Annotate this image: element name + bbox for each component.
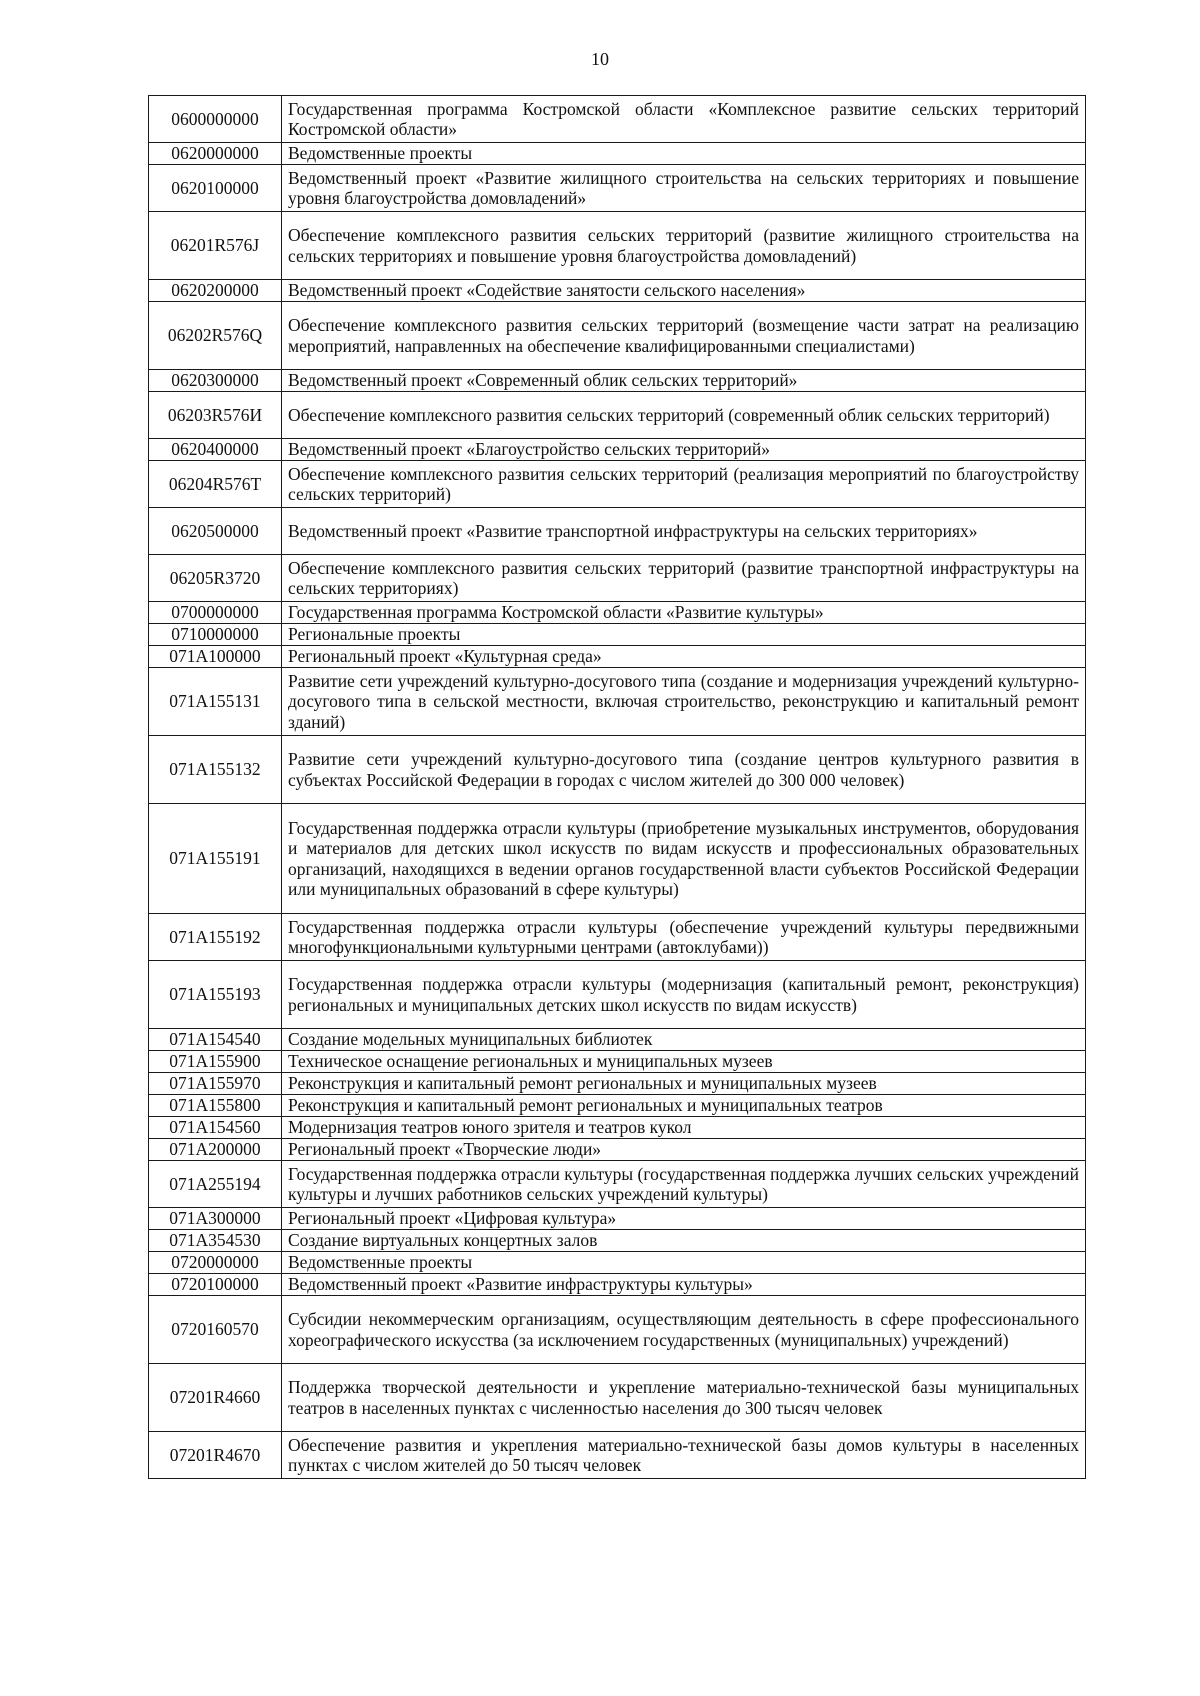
row-code: 0720100000 xyxy=(149,1274,282,1296)
row-description: Реконструкция и капитальный ремонт региональных и муниципальных театров xyxy=(282,1095,1086,1117)
table-row xyxy=(149,392,1086,439)
row-description: Модернизация театров юного зрителя и театров кукол xyxy=(282,1117,1086,1139)
table-row xyxy=(149,370,1086,392)
row-description: Региональный проект «Цифровая культура» xyxy=(282,1208,1086,1230)
row-description: Обеспечение комплексного развития сельских территорий (реализация мероприятий по благоустройству сельских территорий) xyxy=(282,461,1086,508)
row-description: Региональные проекты xyxy=(282,624,1086,646)
table-row xyxy=(149,1274,1086,1296)
table-row xyxy=(149,1208,1086,1230)
table-row xyxy=(149,646,1086,668)
table-row xyxy=(149,1117,1086,1139)
row-description: Государственная поддержка отрасли культуры (государственная поддержка лучших сельских учреждений культуры и лучших работников сельских учреждений культуры) xyxy=(282,1161,1086,1208)
table-row xyxy=(149,143,1086,165)
table-row xyxy=(149,736,1086,804)
row-code: 0700000000 xyxy=(149,602,282,624)
row-code: 071A354530 xyxy=(149,1230,282,1252)
row-code: 07201R4660 xyxy=(149,1364,282,1432)
row-description: Ведомственный проект «Содействие занятости сельского населения» xyxy=(282,280,1086,302)
row-code: 071A155131 xyxy=(149,668,282,736)
table-row xyxy=(149,961,1086,1029)
row-description: Государственная программа Костромской области «Комплексное развитие сельских территорий Костромской области» xyxy=(282,96,1086,143)
row-description: Региональный проект «Культурная среда» xyxy=(282,646,1086,668)
row-description: Ведомственный проект «Развитие транспортной инфраструктуры на сельских территориях» xyxy=(282,508,1086,555)
table-row xyxy=(149,1139,1086,1161)
table-row xyxy=(149,96,1086,143)
row-code: 0710000000 xyxy=(149,624,282,646)
row-description: Обеспечение комплексного развития сельских территорий (развитие транспортной инфраструктуры на сельских территориях) xyxy=(282,555,1086,602)
row-code: 071A200000 xyxy=(149,1139,282,1161)
row-code: 06201R576J xyxy=(149,212,282,280)
row-code: 071A100000 xyxy=(149,646,282,668)
row-description: Обеспечение комплексного развития сельских территорий (современный облик сельских территорий) xyxy=(282,392,1086,439)
table-row xyxy=(149,668,1086,736)
row-code: 071A155900 xyxy=(149,1051,282,1073)
row-description: Создание модельных муниципальных библиотек xyxy=(282,1029,1086,1051)
row-description: Обеспечение комплексного развития сельских территорий (развитие жилищного строительства на сельских территориях и повышение уровня благоустройства домовладений) xyxy=(282,212,1086,280)
row-description: Региональный проект «Творческие люди» xyxy=(282,1139,1086,1161)
table-row xyxy=(149,1095,1086,1117)
table-row xyxy=(149,1029,1086,1051)
row-description: Ведомственный проект «Развитие жилищного строительства на сельских территориях и повышение уровня благоустройства домовладений» xyxy=(282,165,1086,212)
row-description: Развитие сети учреждений культурно-досугового типа (создание центров культурного развития в субъектах Российской Федерации в городах с числом жителей до 300 000 человек) xyxy=(282,736,1086,804)
table-row xyxy=(149,804,1086,914)
table-row xyxy=(149,1073,1086,1095)
table-row xyxy=(149,212,1086,280)
row-description: Государственная поддержка отрасли культуры (модернизация (капитальный ремонт, реконструкция) региональных и муниципальных детских школ искусств по видам искусств) xyxy=(282,961,1086,1029)
row-description: Техническое оснащение региональных и муниципальных музеев xyxy=(282,1051,1086,1073)
table-body xyxy=(149,96,1086,1479)
row-code: 0620000000 xyxy=(149,143,282,165)
row-description: Ведомственные проекты xyxy=(282,143,1086,165)
table-row xyxy=(149,1161,1086,1208)
row-code: 06202R576Q xyxy=(149,302,282,370)
table-row xyxy=(149,165,1086,212)
row-code: 06203R576И xyxy=(149,392,282,439)
row-description: Реконструкция и капитальный ремонт региональных и муниципальных музеев xyxy=(282,1073,1086,1095)
row-description: Государственная поддержка отрасли культуры (приобретение музыкальных инструментов, оборудования и материалов для детских школ искусств по видам искусств и профессиональных образовательных организаций, находящихся в ведении органов государственной власти субъектов Российской Федерации или муниципальных образований в сфере культуры) xyxy=(282,804,1086,914)
row-description: Ведомственный проект «Благоустройство сельских территорий» xyxy=(282,439,1086,461)
row-code: 071A155193 xyxy=(149,961,282,1029)
row-code: 0620500000 xyxy=(149,508,282,555)
table-row xyxy=(149,280,1086,302)
table-row xyxy=(149,602,1086,624)
row-code: 071A154560 xyxy=(149,1117,282,1139)
row-description: Государственная поддержка отрасли культуры (обеспечение учреждений культуры передвижными многофункциональными культурными центрами (автоклубами)) xyxy=(282,914,1086,961)
row-code: 07201R4670 xyxy=(149,1432,282,1479)
row-code: 0620100000 xyxy=(149,165,282,212)
row-code: 071A154540 xyxy=(149,1029,282,1051)
table-row xyxy=(149,1230,1086,1252)
table-row xyxy=(149,624,1086,646)
page-number: 10 xyxy=(591,49,609,69)
row-description: Создание виртуальных концертных залов xyxy=(282,1230,1086,1252)
table-row xyxy=(149,302,1086,370)
row-description: Субсидии некоммерческим организациям, осуществляющим деятельность в сфере профессионального хореографического искусства (за исключением государственных (муниципальных) учреждений) xyxy=(282,1296,1086,1364)
row-code: 071A155191 xyxy=(149,804,282,914)
budget-codes-table xyxy=(148,95,1086,1479)
row-code: 071A255194 xyxy=(149,1161,282,1208)
table-row xyxy=(149,508,1086,555)
table-row xyxy=(149,1432,1086,1479)
row-description: Государственная программа Костромской области «Развитие культуры» xyxy=(282,602,1086,624)
row-description: Ведомственный проект «Современный облик сельских территорий» xyxy=(282,370,1086,392)
row-description: Обеспечение комплексного развития сельских территорий (возмещение части затрат на реализацию мероприятий, направленных на обеспечение квалифицированными специалистами) xyxy=(282,302,1086,370)
row-code: 071A300000 xyxy=(149,1208,282,1230)
table-row xyxy=(149,1296,1086,1364)
row-description: Ведомственный проект «Развитие инфраструктуры культуры» xyxy=(282,1274,1086,1296)
table-row xyxy=(149,439,1086,461)
row-code: 0600000000 xyxy=(149,96,282,143)
row-code: 0620300000 xyxy=(149,370,282,392)
table-row xyxy=(149,1252,1086,1274)
row-code: 0620400000 xyxy=(149,439,282,461)
table-row xyxy=(149,555,1086,602)
row-description: Развитие сети учреждений культурно-досугового типа (создание и модернизация учреждений культурно-досугового типа в сельской местности, включая строительство, реконструкцию и капитальный ремонт зданий) xyxy=(282,668,1086,736)
row-code: 06205R3720 xyxy=(149,555,282,602)
row-description: Ведомственные проекты xyxy=(282,1252,1086,1274)
row-code: 071A155970 xyxy=(149,1073,282,1095)
table-row xyxy=(149,1364,1086,1432)
row-code: 0720160570 xyxy=(149,1296,282,1364)
table-row xyxy=(149,1051,1086,1073)
row-code: 071A155192 xyxy=(149,914,282,961)
row-code: 0620200000 xyxy=(149,280,282,302)
row-description: Обеспечение развития и укрепления материально-технической базы домов культуры в населенных пунктах с числом жителей до 50 тысяч человек xyxy=(282,1432,1086,1479)
table-row xyxy=(149,914,1086,961)
table-row xyxy=(149,461,1086,508)
row-code: 071A155132 xyxy=(149,736,282,804)
row-code: 06204R576T xyxy=(149,461,282,508)
row-code: 0720000000 xyxy=(149,1252,282,1274)
row-description: Поддержка творческой деятельности и укрепление материально-технической базы муниципальных театров в населенных пунктах с численностью населения до 300 тысяч человек xyxy=(282,1364,1086,1432)
row-code: 071A155800 xyxy=(149,1095,282,1117)
